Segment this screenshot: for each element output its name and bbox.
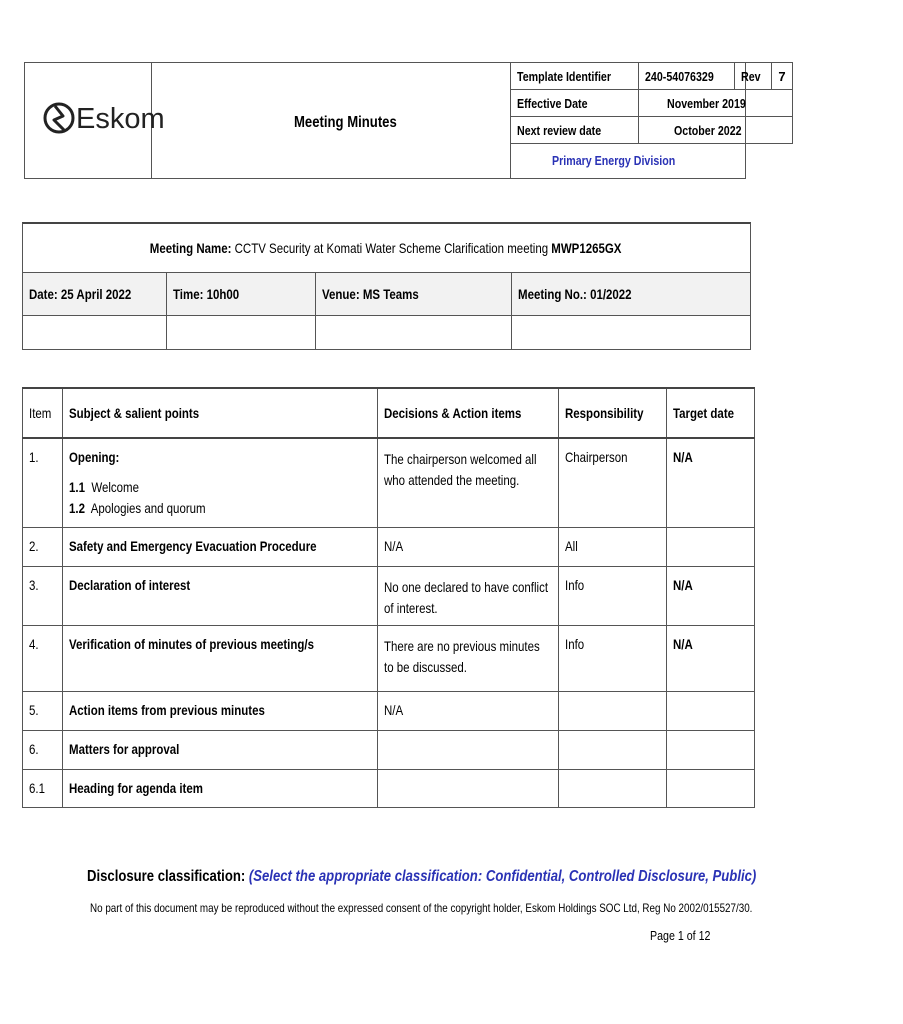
item-responsibility <box>558 730 667 769</box>
item-decision: N/A <box>378 527 559 566</box>
item-decision <box>378 769 559 807</box>
division-name: Primary Energy Division <box>551 153 676 168</box>
table-row <box>23 730 755 769</box>
item-responsibility <box>558 769 667 807</box>
item-decision: N/A <box>378 691 559 730</box>
col-target-date-header: Target date <box>667 388 754 438</box>
col-decisions-header: Decisions & Action items <box>378 388 559 438</box>
document-title: Meeting Minutes <box>294 114 397 131</box>
table-row <box>23 691 755 730</box>
rev-value: 7 <box>772 63 792 90</box>
copyright-notice: No part of this document may be reproduced without the expressed consent of the copyright holder, Eskom Holdings SOC Ltd, Reg No 2002/015527/30. <box>90 901 753 915</box>
next-review-label: Next review date <box>511 117 639 144</box>
table-row <box>23 566 755 625</box>
item-number: 2. <box>23 527 63 566</box>
page-number: Page 1 of 12 <box>650 928 711 943</box>
item-subject: Safety and Emergency Evacuation Procedure <box>63 527 378 566</box>
template-meta-table <box>510 62 793 144</box>
item-responsibility: Info <box>558 566 667 625</box>
item-subject: Matters for approval <box>63 730 378 769</box>
item-decision: There are no previous minutes to be discussed. <box>378 625 559 691</box>
table-row <box>23 625 755 691</box>
item-target-date <box>667 730 754 769</box>
col-subject-header: Subject & salient points <box>63 388 378 438</box>
effective-date-label: Effective Date <box>511 90 639 117</box>
item-subject: Heading for agenda item <box>63 769 378 807</box>
sub-point: 1.1 Welcome <box>69 479 140 495</box>
sub-points <box>69 477 371 519</box>
item-number: 3. <box>23 566 63 625</box>
meeting-date: Date: 25 April 2022 <box>29 286 132 302</box>
col-item-header: Item <box>23 388 63 438</box>
table-row <box>23 769 755 807</box>
agenda-header-row <box>23 388 755 438</box>
meeting-info-block <box>22 222 751 350</box>
item-responsibility: Info <box>558 625 667 691</box>
agenda-table <box>22 387 755 808</box>
col-responsibility-header: Responsibility <box>558 388 667 438</box>
disclosure-classification <box>87 868 903 886</box>
meeting-number: Meeting No.: 01/2022 <box>518 286 632 302</box>
item-number: 1. <box>23 438 63 527</box>
item-decision: The chairperson welcomed all who attended the meeting. <box>378 438 559 527</box>
item-subject: Verification of minutes of previous meeting/s <box>63 625 378 691</box>
item-target-date: N/A <box>667 566 754 625</box>
logo-wordmark: Eskom <box>76 103 165 135</box>
rev-label: Rev <box>735 63 772 90</box>
next-review-value: October 2022 <box>638 117 792 144</box>
item-subject: Declaration of interest <box>63 566 378 625</box>
eskom-logo <box>42 96 172 140</box>
meeting-col-divider <box>166 272 167 350</box>
item-target-date: N/A <box>667 625 754 691</box>
document-header <box>24 62 786 179</box>
item-number: 6.1 <box>23 769 63 807</box>
meeting-venue: Venue: MS Teams <box>322 286 419 302</box>
meeting-col-divider <box>511 272 512 350</box>
meeting-name: Meeting Name: CCTV Security at Komati Water Scheme Clarification meeting MWP1265GX <box>149 240 622 256</box>
template-identifier-value: 240-54076329 <box>638 63 735 90</box>
item-target-date <box>667 769 754 807</box>
item-responsibility: All <box>558 527 667 566</box>
item-target-date: N/A <box>667 438 754 527</box>
table-row <box>23 438 755 527</box>
item-responsibility: Chairperson <box>558 438 667 527</box>
meeting-details-row <box>23 272 750 316</box>
item-subject: Action items from previous minutes <box>63 691 378 730</box>
disclosure-label: Disclosure classification: <box>87 868 246 885</box>
meeting-time: Time: 10h00 <box>173 286 240 302</box>
template-identifier-label: Template Identifier <box>511 63 639 90</box>
item-decision: No one declared to have conflict of interest. <box>378 566 559 625</box>
item-number: 5. <box>23 691 63 730</box>
meeting-col-divider <box>315 272 316 350</box>
item-decision <box>378 730 559 769</box>
effective-date-value: November 2019 <box>638 90 792 117</box>
sub-point: 1.2 Apologies and quorum <box>69 500 206 516</box>
item-responsibility <box>558 691 667 730</box>
item-target-date <box>667 527 754 566</box>
disclosure-hint[interactable]: (Select the appropriate classification: Confidential, Controlled Disclosure, Public) <box>248 868 757 885</box>
item-number: 4. <box>23 625 63 691</box>
item-subject: Opening: 1.1 Welcome 1.2 Apologies and quorum <box>63 438 378 527</box>
item-number: 6. <box>23 730 63 769</box>
item-target-date <box>667 691 754 730</box>
table-row <box>23 527 755 566</box>
